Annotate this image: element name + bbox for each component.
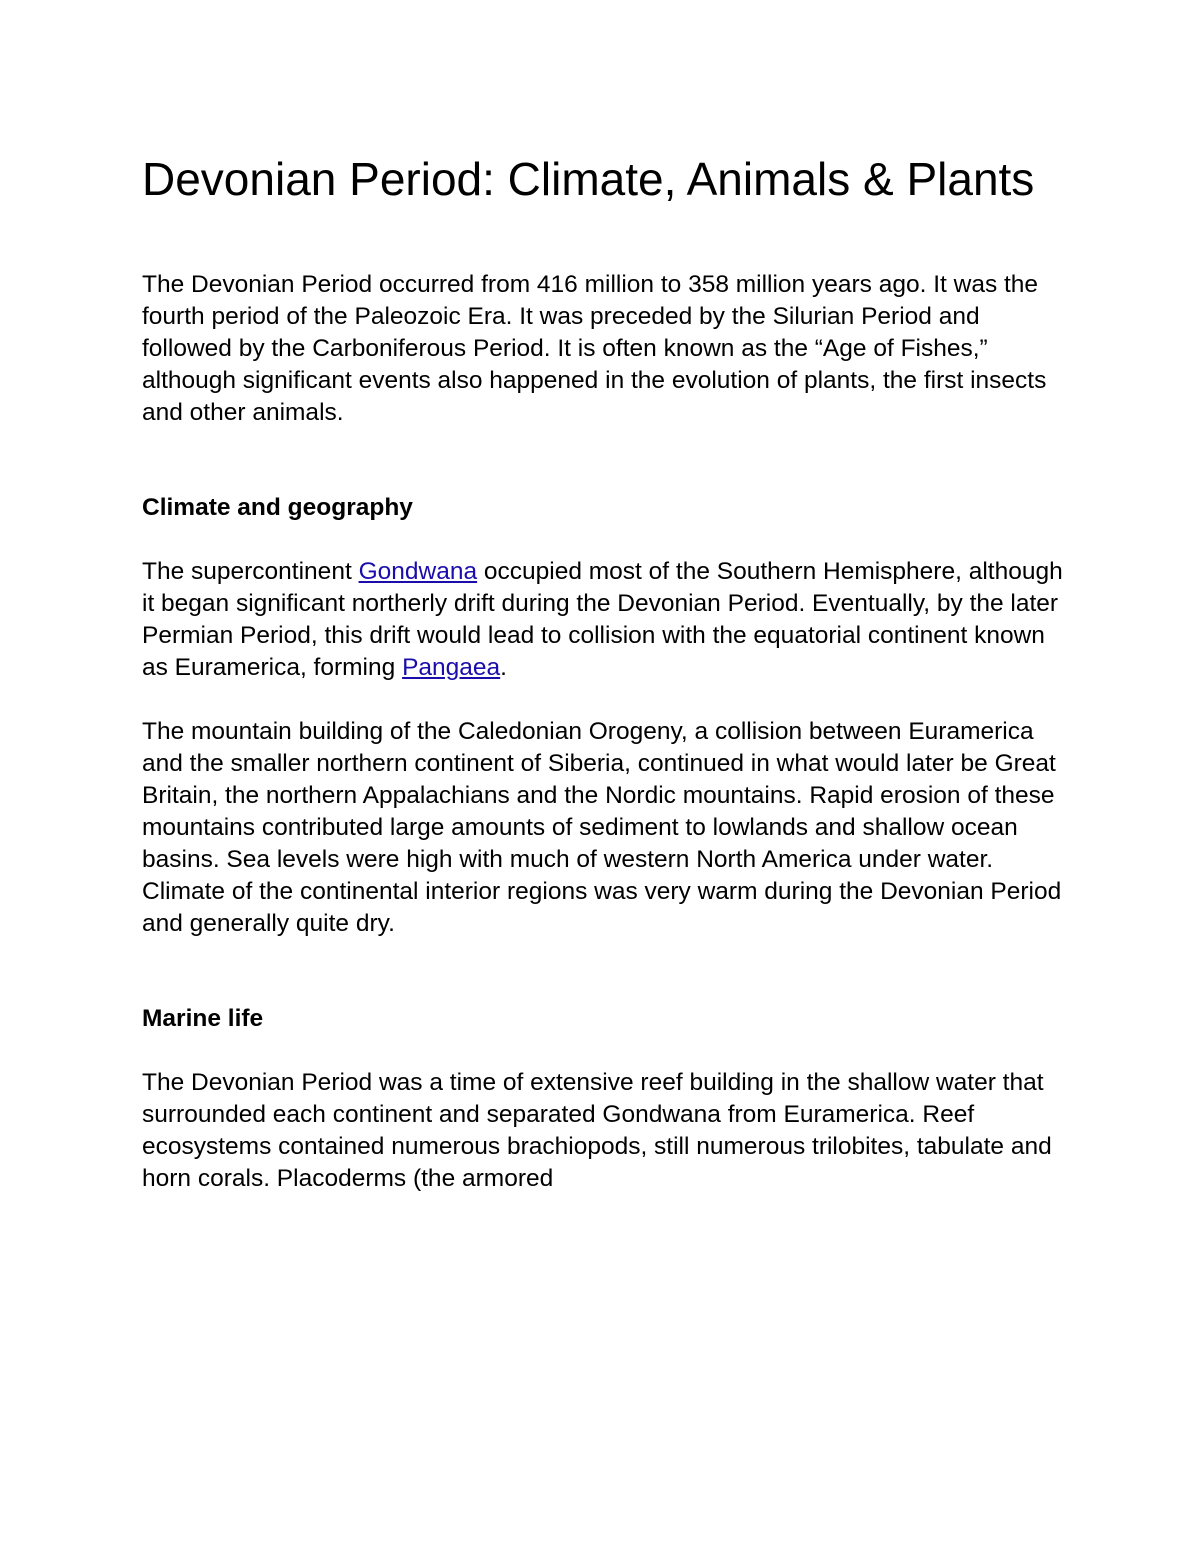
pangaea-link[interactable]: Pangaea [402, 654, 501, 681]
climate-paragraph-2: The mountain building of the Caledonian Orogeny, a collision between Euramerica and the smaller northern continent of Siberia, continued in what would later be Great Britain, the northern Appalachians and the Nordic mountains. Rapid erosion of these mountains contributed large amounts of sediment to lowlands and shallow ocean basins. Sea levels were high with much of western North America under water. Climate of the continental interior regions was very warm during the Devonian Period and generally quite dry. [142, 718, 1062, 937]
climate-text-before: The supercontinent [142, 558, 359, 585]
climate-text-middle: occupied most of the Southern Hemisphere, although it began significant northerly drift during the Devonian Period. Eventually, by the later Permian Period, this drift would lead to collision with the equatorial continent known as Euramerica, forming [142, 558, 1063, 681]
spacer [142, 1035, 1072, 1067]
section-heading-marine: Marine life [142, 1005, 264, 1032]
spacer [142, 684, 1072, 716]
spacer [142, 429, 1072, 492]
gondwana-link[interactable]: Gondwana [358, 558, 478, 585]
climate-paragraph-1 [142, 556, 1072, 684]
spacer [142, 218, 1072, 269]
document-content [142, 141, 1072, 1195]
climate-text-after: . [500, 654, 507, 681]
spacer [142, 940, 1072, 1003]
marine-paragraph-1: The Devonian Period was a time of extensive reef building in the shallow water that surrounded each continent and separated Gondwana from Euramerica. Reef ecosystems contained numerous brachiopods, still numerous trilobites, tabulate and horn corals. Placoderms (the armored [142, 1069, 1052, 1192]
spacer [142, 524, 1072, 556]
document-title: Devonian Period: Climate, Animals & Plants [142, 153, 1035, 205]
section-heading-climate: Climate and geography [142, 494, 413, 521]
intro-paragraph: The Devonian Period occurred from 416 million to 358 million years ago. It was the fourth period of the Paleozoic Era. It was preceded by the Silurian Period and followed by the Carboniferous Period. It is often known as the “Age of Fishes,” although significant events also happened in the evolution of plants, the first insects and other animals. [142, 271, 1047, 426]
